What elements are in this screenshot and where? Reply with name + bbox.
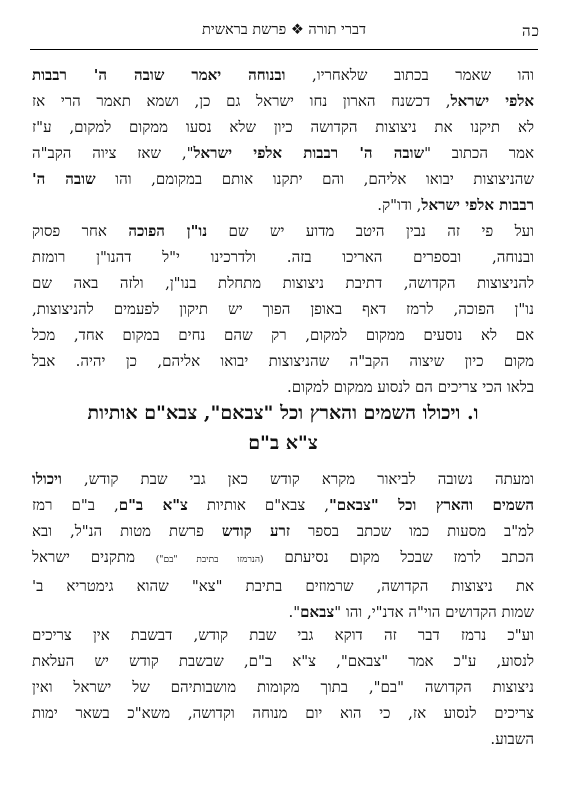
bold-run: זרע קודש xyxy=(221,522,291,540)
text-line xyxy=(32,648,534,674)
paragraph-2 xyxy=(32,218,534,400)
paragraph-4 xyxy=(32,622,534,752)
text-line xyxy=(32,700,534,726)
bold-run: שובה ה' xyxy=(32,170,96,188)
text-line xyxy=(32,726,534,752)
text-run: השבוע. xyxy=(490,730,534,748)
bold-run: ויכולו xyxy=(32,470,62,488)
text-run: להניצוצות הקדושה, דתיבת ניצוצות מתחלת בנו"ן, ולזה באה שם xyxy=(32,274,534,292)
section-heading-line-2: צ"א ב"ם xyxy=(248,432,318,454)
text-run: בלאו הכי צריכים הם לנסוע ממקום למקום. xyxy=(286,378,534,396)
text-run: אמר הכתוב " xyxy=(424,144,534,162)
bold-run: ובנוחה יאמר שובה ה' רבבות xyxy=(32,66,286,84)
bold-run: צ"א ב"ם xyxy=(118,496,188,514)
page-number: כה xyxy=(522,22,540,40)
text-run: שמות הקדושים הוי"ה אדנ"י, והו " xyxy=(334,603,534,621)
paragraph-3 xyxy=(32,466,534,625)
text-line xyxy=(32,244,534,270)
text-run: הכתב לרמז שבכל מקום נסיעתם xyxy=(263,548,534,566)
text-line xyxy=(32,166,534,192)
text-line xyxy=(32,62,534,88)
section-heading xyxy=(32,398,534,458)
text-line xyxy=(32,114,534,140)
running-header xyxy=(28,22,540,44)
bold-run: צבאם xyxy=(300,603,335,621)
text-line xyxy=(32,544,534,573)
text-line xyxy=(32,322,534,348)
text-line xyxy=(32,348,534,374)
bold-run: אלפי ישראל xyxy=(450,92,534,110)
text-line xyxy=(32,674,534,700)
text-run: והו שאמר בכתוב שלאחריו, xyxy=(285,66,534,84)
text-run: מתקנים ישראל xyxy=(32,548,156,566)
text-run: מקום כיון שיצוה הקב"ה שהניצוצות יבואו אליהם, כן יהיה. אבל xyxy=(32,352,534,370)
text-run: , דכשנח הארון נחו ישראל גם כן, ושמא תאמר הרי אז xyxy=(32,92,451,110)
text-line xyxy=(32,492,534,518)
header-rule xyxy=(30,49,538,50)
text-line xyxy=(32,573,534,599)
text-line xyxy=(32,88,534,114)
text-line xyxy=(32,518,534,544)
running-title: דברי תורה ❖ פרשת בראשית xyxy=(202,22,366,38)
text-run: פרשת מטות הנ"ל, ובא xyxy=(32,522,222,540)
bold-run: השמים והארץ וכל "צבאם" xyxy=(328,496,534,514)
text-line xyxy=(32,218,534,244)
text-run: למ"ב מסעות כמו שכתב בספר xyxy=(290,522,534,540)
bold-run: שובה ה' רבבות אלפי ישראל xyxy=(193,144,425,162)
text-run: לנסוע, ע"כ אמר "צבאם", צ"א ב"ם, שבשבת קודש יש העלאת xyxy=(32,652,534,670)
text-run: ". xyxy=(288,603,301,621)
text-run: נו"ן הפוכה, לרמז דאף באופן הפוך יש תיקון לפעמים להניצוצות, xyxy=(32,300,534,318)
small-note: (הנרמזו בתיבת "בם") xyxy=(155,555,264,565)
text-line xyxy=(32,192,534,218)
text-run: , ודו"ק. xyxy=(377,196,422,214)
text-line xyxy=(32,296,534,322)
text-line xyxy=(32,622,534,648)
text-line xyxy=(32,466,534,492)
text-run: ", שאז ציוה הקב"ה xyxy=(32,144,194,162)
section-heading-line-1: ו. ויכולו השמים והארץ וכל "צבאם", צבא"ם אותיות xyxy=(87,402,479,424)
text-run: , ב"ם רמז xyxy=(32,496,119,514)
text-line xyxy=(32,374,534,400)
paragraph-1 xyxy=(32,62,534,218)
text-run: את ניצוצות הקדושה, שרמוזים בתיבת "צא" שהוא גימטריא ב' xyxy=(32,577,534,595)
text-run: צריכים לנסוע אז, כי הוא יום מנוחה וקדושה, משא"כ בשאר ימות xyxy=(32,704,534,722)
text-run: אם לא נוסעים ממקום למקום, רק שהם נחים במקום אחד, מכל xyxy=(32,326,534,344)
text-run: ובנוחה, ובספרים האריכו בזה. ולדרכינו י"ל דהנו"ן רומזת xyxy=(32,248,534,266)
text-run: שהניצוצות יבואו אליהם, והם יתקנו אותם במקומם, והו xyxy=(95,170,534,188)
text-run: וע"כ נרמז דבר זה דוקא גבי שבת קודש, דבשבת אין צריכים xyxy=(32,626,534,644)
text-run: ומעתה נשובה לביאור מקרא קודש כאן גבי שבת קודש, xyxy=(61,470,534,488)
bold-run: נו"ן הפוכה xyxy=(128,222,208,240)
text-run: לא תיקנו את ניצוצות הקדושה כיון שלא נסעו ממקום למקום, ע"ז xyxy=(32,118,534,136)
text-line xyxy=(32,140,534,166)
text-line xyxy=(32,270,534,296)
text-run: אחר פסוק xyxy=(32,222,129,240)
text-run: ועל פי זה נבין היטב מדוע יש שם xyxy=(207,222,534,240)
text-run: ניצוצות הקדושה "בם", בתוך מקומות מושבותיהם של ישראל ואין xyxy=(32,678,534,696)
bold-run: רבבות אלפי ישראל xyxy=(421,196,534,214)
text-run: , צבא"ם אותיות xyxy=(187,496,329,514)
